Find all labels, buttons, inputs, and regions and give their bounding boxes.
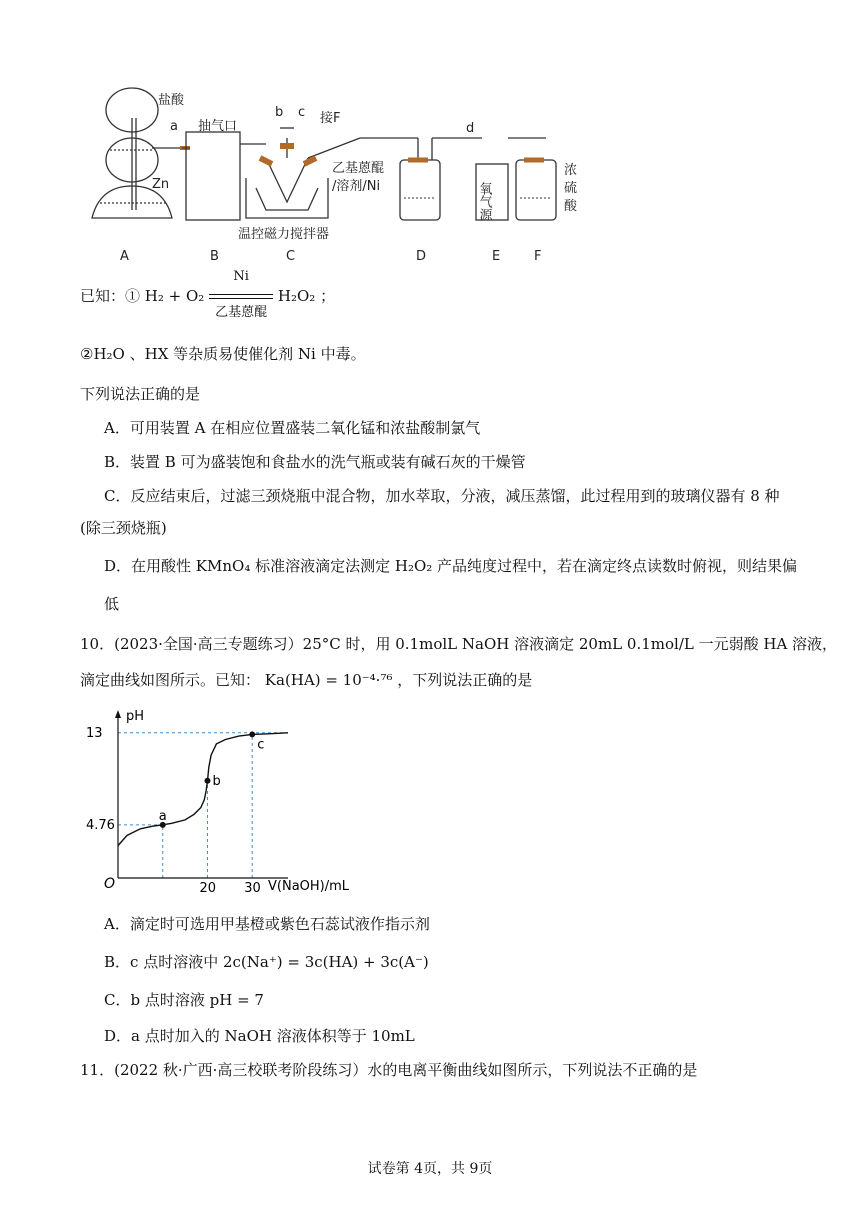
- titration-chart: [86, 702, 376, 902]
- x-axis-label: V(NaOH)/mL: [268, 879, 350, 894]
- point-label-a: a: [158, 808, 167, 824]
- device-letter-e: E: [492, 249, 501, 264]
- q9-stem: 下列说法正确的是: [80, 385, 201, 403]
- q10-option-c: C．b 点时溶液 pH = 7: [104, 991, 264, 1009]
- device-letter-b: B: [210, 249, 219, 264]
- label-to-f: 接F: [320, 111, 341, 126]
- label-acid2: 硫: [564, 181, 578, 196]
- label-acid1: 浓: [564, 163, 578, 178]
- device-d: [400, 160, 440, 220]
- q10-line2-b: ，下列说法正确的是: [397, 671, 533, 689]
- q9-option-c-line1: C．反应结束后，过滤三颈烧瓶中混合物，加水萃取，分液，减压蒸馏，此过程用到的玻璃仪器有 8 种: [104, 487, 780, 505]
- known-item-2: ②H₂O 、HX 等杂质易使催化剂 Ni 中毒。: [80, 345, 366, 363]
- label-a: a: [170, 119, 178, 134]
- reaction-arrow: [209, 269, 273, 320]
- device-letter-c: C: [286, 249, 296, 264]
- label-acid3: 酸: [564, 199, 578, 214]
- q10-line1: 10．(2023·全国·高三专题练习）25°C 时，用 0.1molL NaOH 溶液滴定 20mL 0.1mol/L 一元弱酸 HA 溶液，: [80, 635, 838, 653]
- label-c: c: [298, 105, 306, 120]
- device-letter-a: A: [120, 249, 129, 264]
- y-tick-label: 4.76: [86, 817, 115, 833]
- reaction-product: H₂O₂: [277, 287, 316, 305]
- point-c: [249, 731, 255, 737]
- x-tick-label: 30: [244, 881, 261, 896]
- label-hcl: 盐酸: [158, 93, 185, 108]
- label-oxygen-source: 氧气源: [476, 182, 492, 221]
- label-b: b: [275, 105, 284, 120]
- x-tick-label: 20: [199, 881, 217, 896]
- q9-option-d-line1: D．在用酸性 KMnO₄ 标准溶液滴定法测定 H₂O₂ 产品纯度过程中，若在滴定终点读数时俯视，则结果偏: [104, 557, 798, 575]
- point-b: [204, 778, 210, 784]
- q9-option-c-line2: (除三颈烧瓶): [80, 519, 167, 537]
- q10-line2-a: 滴定曲线如图所示。已知：: [80, 671, 261, 689]
- y-axis-label: pH: [126, 709, 145, 724]
- device-letter-f: F: [534, 249, 542, 264]
- label-d: d: [466, 121, 475, 136]
- chart-reference-lines: [118, 733, 288, 878]
- known-reaction: [80, 269, 336, 320]
- q10-line2: [80, 670, 532, 690]
- device-letter-d: D: [416, 249, 427, 264]
- q10-option-a: A．滴定时可选用甲基橙或紫色石蕊试液作指示剂: [104, 915, 430, 933]
- chart-tick-labels: [86, 726, 261, 896]
- apparatus-diagram: [70, 78, 610, 268]
- catalyst-bottom: 乙基蒽醌: [215, 305, 268, 320]
- q9-option-d-line2: 低: [104, 595, 120, 613]
- q10-option-d: D．a 点时加入的 NaOH 溶液体积等于 10mL: [104, 1027, 415, 1045]
- q9-option-a: A．可用装置 A 在相应位置盛装二氧化锰和浓盐酸制氯气: [104, 419, 481, 437]
- q9-option-b: B．装置 B 可为盛装饱和食盐水的洗气瓶或装有碱石灰的干燥管: [104, 453, 526, 471]
- label-zn: Zn: [152, 177, 170, 192]
- label-reagent1: 乙基蒽醌: [332, 161, 385, 176]
- label-reagent2: /溶剂/Ni: [332, 179, 381, 194]
- q11-line1: 11．(2022 秋·广西·高三校联考阶段练习）水的电离平衡曲线如图所示，下列说法不正确的是: [80, 1061, 698, 1079]
- chart-points: [159, 731, 265, 827]
- known-prefix: 已知：①: [80, 287, 141, 305]
- device-b: [186, 132, 240, 220]
- reaction-left: H₂ + O₂: [144, 287, 205, 305]
- device-f: [516, 160, 556, 220]
- page-footer: 试卷第 4页，共 9页: [367, 1161, 493, 1177]
- label-vent: 抽气口: [198, 119, 238, 134]
- label-stirrer: 温控磁力搅拌器: [238, 227, 330, 242]
- q10-option-b: B．c 点时溶液中 2c(Na⁺) = 3c(HA) + 3c(A⁻): [104, 953, 429, 971]
- point-label-c: c: [257, 737, 265, 753]
- device-letters: [120, 249, 541, 264]
- y-tick-label: 13: [86, 725, 103, 741]
- q10-ka: Ka(HA) = 10⁻⁴·⁷⁶: [264, 671, 393, 689]
- reaction-end: ；: [320, 287, 336, 305]
- catalyst-top: Ni: [233, 269, 249, 284]
- y-axis-arrow: [115, 710, 121, 718]
- origin-label: O: [104, 876, 116, 892]
- point-label-b: b: [212, 773, 221, 789]
